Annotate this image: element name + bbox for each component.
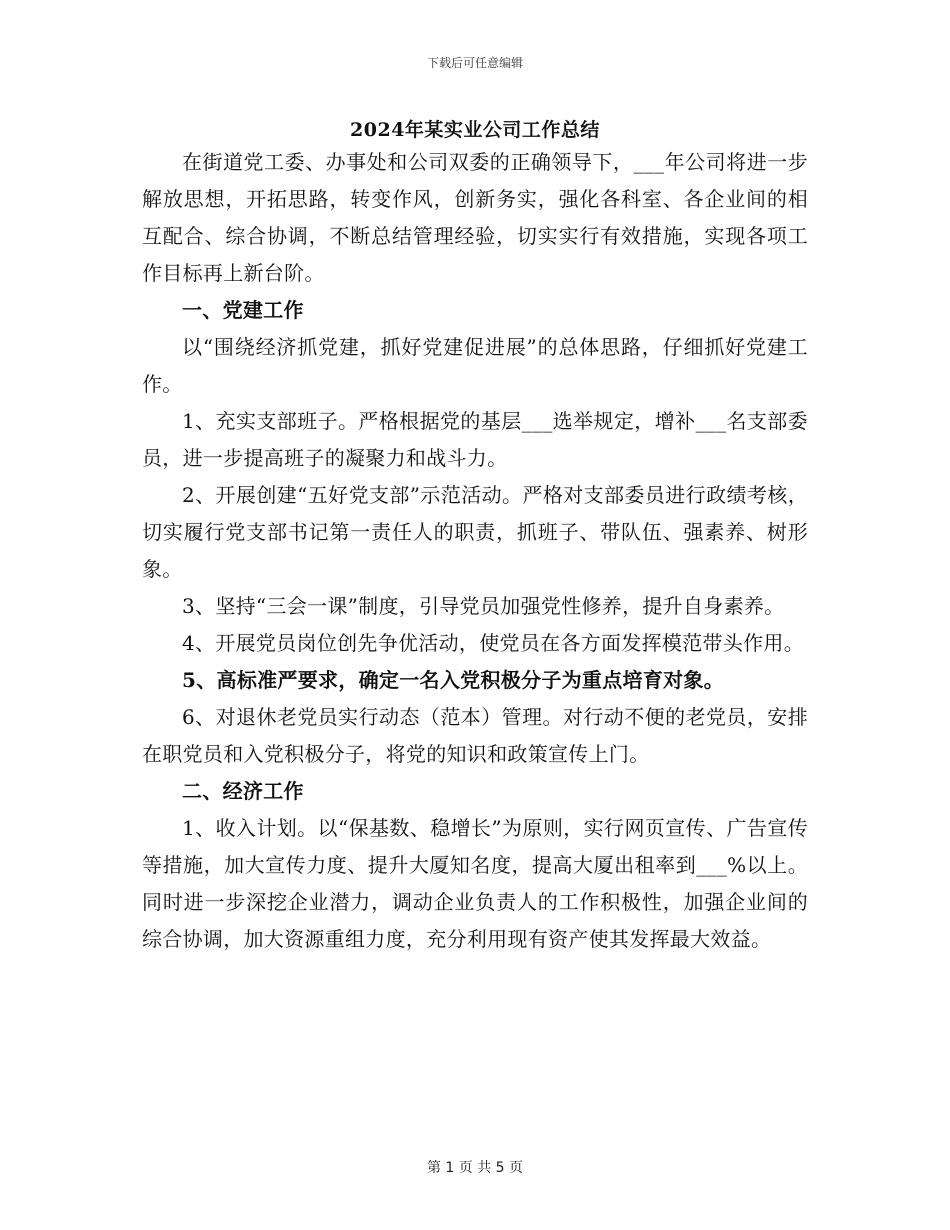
paragraph-item-4: 4、开展党员岗位创先争优活动，使党员在各方面发挥模范带头作用。	[182, 631, 805, 655]
header-note: 下载后可任意编辑	[426, 56, 523, 70]
paragraph-item-1: 1、充实支部班子。严格根据党的基层___选举规定，增补___名支部委员，进一步提高班子的凝聚力和战斗力。	[142, 409, 808, 470]
section-heading-party-building: 一、党建工作	[182, 298, 304, 322]
paragraph-economic-item-1: 1、收入计划。以“保基数、稳增长”为原则，实行网页宣传、广告宣传等措施，加大宣传力度、提升大厦知名度，提高大厦出租率到___%以上。同时进一步深挖企业潜力，调动企业负责人的工作积极性，加强企业间的综合协调，加大资源重组力度，充分利用现有资产使其发挥最大效益。	[142, 816, 808, 951]
page-number-footer: 第 1 页 共 5 页	[426, 1160, 524, 1176]
document-body	[142, 144, 808, 958]
paragraph-party-building-overview: 以“围绕经济抓党建，抓好党建促进展”的总体思路，仔细抓好党建工作。	[142, 335, 808, 396]
document-title: 2024年某实业公司工作总结	[350, 119, 600, 141]
paragraph-intro: 在街道党工委、办事处和公司双委的正确领导下，___年公司将进一步解放思想，开拓思路，转变作风，创新务实，强化各科室、各企业间的相互配合、综合协调，不断总结管理经验，切实实行有效措施，实现各项工作目标再上新台阶。	[142, 150, 808, 285]
paragraph-item-2: 2、开展创建“五好党支部”示范活动。严格对支部委员进行政绩考核，切实履行党支部书记第一责任人的职责，抓班子、带队伍、强素养、树形象。	[142, 483, 808, 581]
paragraph-item-6: 6、对退休老党员实行动态（范本）管理。对行动不便的老党员，安排在职党员和入党积极分子，将党的知识和政策宣传上门。	[142, 705, 808, 766]
section-heading-economic-work: 二、经济工作	[182, 779, 304, 803]
paragraph-item-5: 5、高标准严要求，确定一名入党积极分子为重点培育对象。	[182, 668, 725, 692]
paragraph-item-3: 3、坚持“三会一课”制度，引导党员加强党性修养，提升自身素养。	[182, 594, 785, 618]
